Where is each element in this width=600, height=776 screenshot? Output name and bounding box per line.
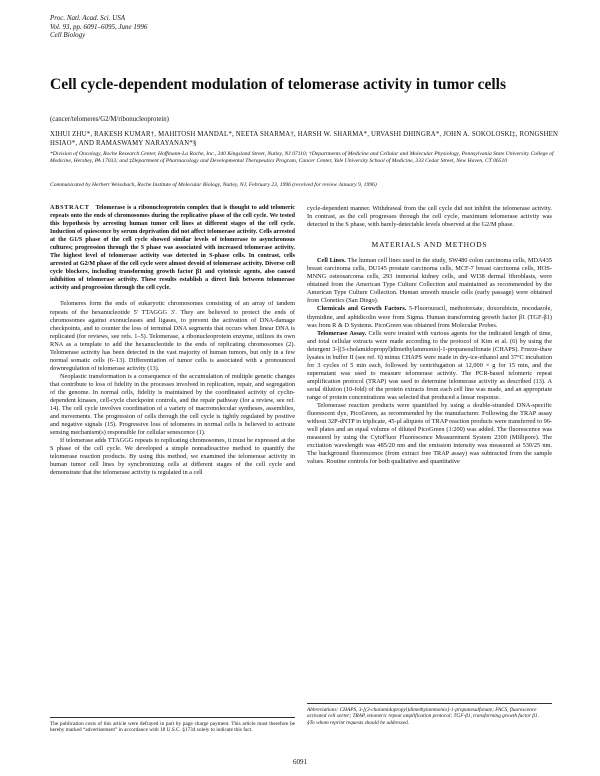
right-column bbox=[307, 205, 552, 466]
run-in-head: Chemicals and Growth Factors. bbox=[317, 305, 407, 313]
methods-paragraph-4: Telomerase reaction products were quantified by using a double-stranded DNA-specific fluorescent dye, PicoGreen, as recommended by the manufacturer. Following the TRAP assay without 32P-dNTP in triplicate, 45-μl aliquots of TRAP reaction products were transferred to 96-well plates and an equal volume of diluted PicoGreen (1:200) was added. The fluorescence was measured by using the CytoFluor Fluorescence Measurement System 2300 (Millipore). The excitation wavelength was 485/20 nm and the emission intensity was measured at 530/25 nm. The background fluorescence (from extract free TRAP assay) was subtracted from the sample values. Routine controls for both qualitative and quantitative bbox=[307, 402, 552, 466]
affiliations: *Division of Oncology, Roche Research Center, Hoffmann-La Roche, Inc., 340 Kingsland Street, Nutley, NJ 07110; †Departments of Medicine and Cellular and Molecular Physiology, Pennsylvania State University College of Medicine, Hershey, PA 17033; and ‡Department of Pharmacology and Developmental Therapeutics Program, Cancer Center, Yale University School of Medicine, 333 Cedar Street, New Haven, CT 06510 bbox=[50, 151, 554, 164]
authors: XIHUI ZHU*, RAKESH KUMAR†, MAHITOSH MANDAL*, NEETA SHARMA†, HARSH W. SHARMA*, URVASHI DHINGRA*, JOHN A. SOKOLOSKI‡, RONGSHEN HSIAO*, AND RAMASWAMY NARAYANAN*§ bbox=[50, 131, 559, 147]
journal-name: Proc. Natl. Acad. Sci. USA bbox=[50, 14, 126, 22]
left-column bbox=[50, 205, 295, 478]
intro-paragraph-2: Neoplastic transformation is a consequence of the accumulation of multiple genetic changes that contribute to loss of fidelity in the processes involved in replication, repair, and segregation of the genome. In normal cells, fidelity is maintained by the coordinated activity of cyclin-dependent kinases, cell-cycle checkpoint controls, and the repair pathway (for a review, see ref. 14). The cell cycle involves coordination of a variety of macromolecular syntheses, assemblies, and movements. The progression of cells through the cell cycle is tightly regulated by positive and negative signals (15). Progressive loss of telomeres in normal cells is believed to activate sensing mechanism(s) responsible for cellular senescence (1). bbox=[50, 372, 295, 437]
methods-paragraph-3: Telomerase Assay. Cells were treated with various agents for the indicated length of time, and total cellular extracts were made according to the protocol of Kim et al. (6) by using the detergent 3-[(3-cholamidopropyl)dimethylammonio]-1-propanesulfonate (CHAPS). Freeze-thaw lysates in buffer II (see ref. 6) minus CHAPS were made in dry-ice-ethanol and 37°C incubation for 3 cycles of 5 min each, followed by centrifugation at 12,000 × g for 15 min, and the supernatant was used to measure telomerase activity. The PCR-based telomeric repeat amplification protocol (TRAP) was used to determine telomerase activity as described (13). A serial dilution (10-fold) of the protein extracts from each cell line was made, and an appropriate range of protein concentrations was selected that produced a linear response. bbox=[307, 329, 552, 401]
abstract-label: ABSTRACT bbox=[50, 205, 90, 211]
run-in-head: Telomerase Assay. bbox=[317, 329, 367, 337]
abstract-text: Telomerase is a ribonucleoprotein complex that is thought to add telomeric repeats onto the ends of chromosomes during the replicative phase of the cell cycle. We tested this hypothesis by arresting human tumor cell lines at different stages of the cell cycle. Induction of quiescence by serum deprivation did not affect telomerase activity. Cells arrested at the G1/S phase of the cell cycle showed similar levels of telomerase to asynchronous cultures; progression through the S phase was associated with increased telomerase activity. The highest level of telomerase activity was detected in S-phase cells. In contrast, cells arrested at G2/M phase of the cell cycle were almost devoid of telomerase activity. Diverse cell cycle blockers, including transforming growth factor β1 and cytotoxic agents, also caused inhibition of telomerase activity. These results establish a direct link between telomerase activity and progression through the cell cycle. bbox=[50, 205, 295, 291]
run-in-head: Cell Lines. bbox=[317, 257, 346, 265]
page-number: 6091 bbox=[293, 758, 307, 766]
footnote-publication-costs: The publication costs of this article were defrayed in part by page charge payment. This article must therefore be hereby marked “advertisement” in accordance with 18 U.S.C. §1734 solely to indicate this fact. bbox=[50, 717, 295, 734]
keywords: (cancer/telomeres/G2/M/ribonucleoprotein) bbox=[50, 116, 169, 123]
abbreviations-note: Abbreviations: CHAPS, 3-[(3-cholamidopropyl)dimethylammonio]-1-propanesulfonate; FACS, fluorescence activated cell sorter; TRAP, telomeric repeat amplification protocol; TGF-β1, transforming growth factor β1. bbox=[307, 707, 539, 720]
footnote-abbreviations bbox=[307, 703, 552, 726]
journal-volume: Vol. 93, pp. 6091–6095, June 1996 bbox=[50, 22, 148, 31]
journal-section: Cell Biology bbox=[50, 31, 86, 39]
abstract bbox=[50, 205, 295, 292]
methods-paragraph-1: Cell Lines. The human cell lines used in the study, SW480 colon carcinoma cells, MDA435 breast carcinoma cells, DU145 prostate carcinoma cells, MCF-7 breast carcinoma cells, HOS-MNNG osteosarcoma cells, 293 immortal kidney cells, and WI38 dermal fibroblasts, were obtained from the American Type Culture Collection and maintained as recommended by the American Type Culture Collection. Human smooth muscle cells (early passage) were obtained from Clonetics (San Diego). bbox=[307, 257, 553, 305]
section-title-methods: MATERIALS AND METHODS bbox=[371, 240, 488, 250]
intro-paragraph-1: Telomeres form the ends of eukaryotic chromosomes consisting of an array of tandem repeats of the hexanucleotide 5′ TTAGGG 3′. They are believed to protect the ends of chromosomes against exonucleases and ligases, to prevent the activation of DNA-damage checkpoints, and to counter the loss of terminal DNA segments that occurs when linear DNA is replicated (for reviews, see refs. 1–5). Telomerase, a ribonucleoprotein enzyme, utilizes its own RNA as a template to add the hexanucleotide to the ends of replicating chromosomes (2). Telomerase activity has been detected in the vast majority of human tumors, but only in a few normal somatic cells (6–13). Differentiation of tumor cells is associated with a pronounced downregulation of telomerase activity (13). bbox=[50, 300, 295, 372]
intro-continuation: cycle-dependent manner. Withdrawal from the cell cycle did not inhibit the telomerase activity. In contrast, as the cell progresses through the cell cycle, maximum telomerase activity was detected in the S phase, with barely-detectable levels observed at the G2/M phase. bbox=[307, 205, 552, 229]
methods-paragraph-2: Chemicals and Growth Factors. 5-Fluorouracil, methotrexate, doxorubicin, nocodazole, thymidine, and aphidicolin were from Sigma. Human transforming growth factor β1 (TGF-β1) was from R & D Systems. PicoGreen was obtained from Molecular Probes. bbox=[307, 305, 552, 329]
reprint-note: §To whom reprint requests should be addressed. bbox=[307, 719, 410, 726]
journal-header bbox=[50, 14, 147, 40]
intro-paragraph-3: If telomerase adds TTAGGG repeats to replicating chromosomes, it must be expressed at the S phase of the cell cycle. We developed a simple nonradioactive method to quantify the telomerase reaction products. By using this method, we examined the telomerase activity in human tumor cell lines by synchronizing cells at different stages of the cell cycle and demonstrate that the telomerase activity is regulated in a cell bbox=[50, 437, 295, 477]
communicated-by: Communicated by Herbert Weissbach, Roche Institute of Molecular Biology, Nutley, NJ, February 23, 1996 (received for review January 9, 1996) bbox=[50, 182, 377, 188]
paper-title: Cell cycle-dependent modulation of telomerase activity in tumor cells bbox=[50, 76, 507, 93]
